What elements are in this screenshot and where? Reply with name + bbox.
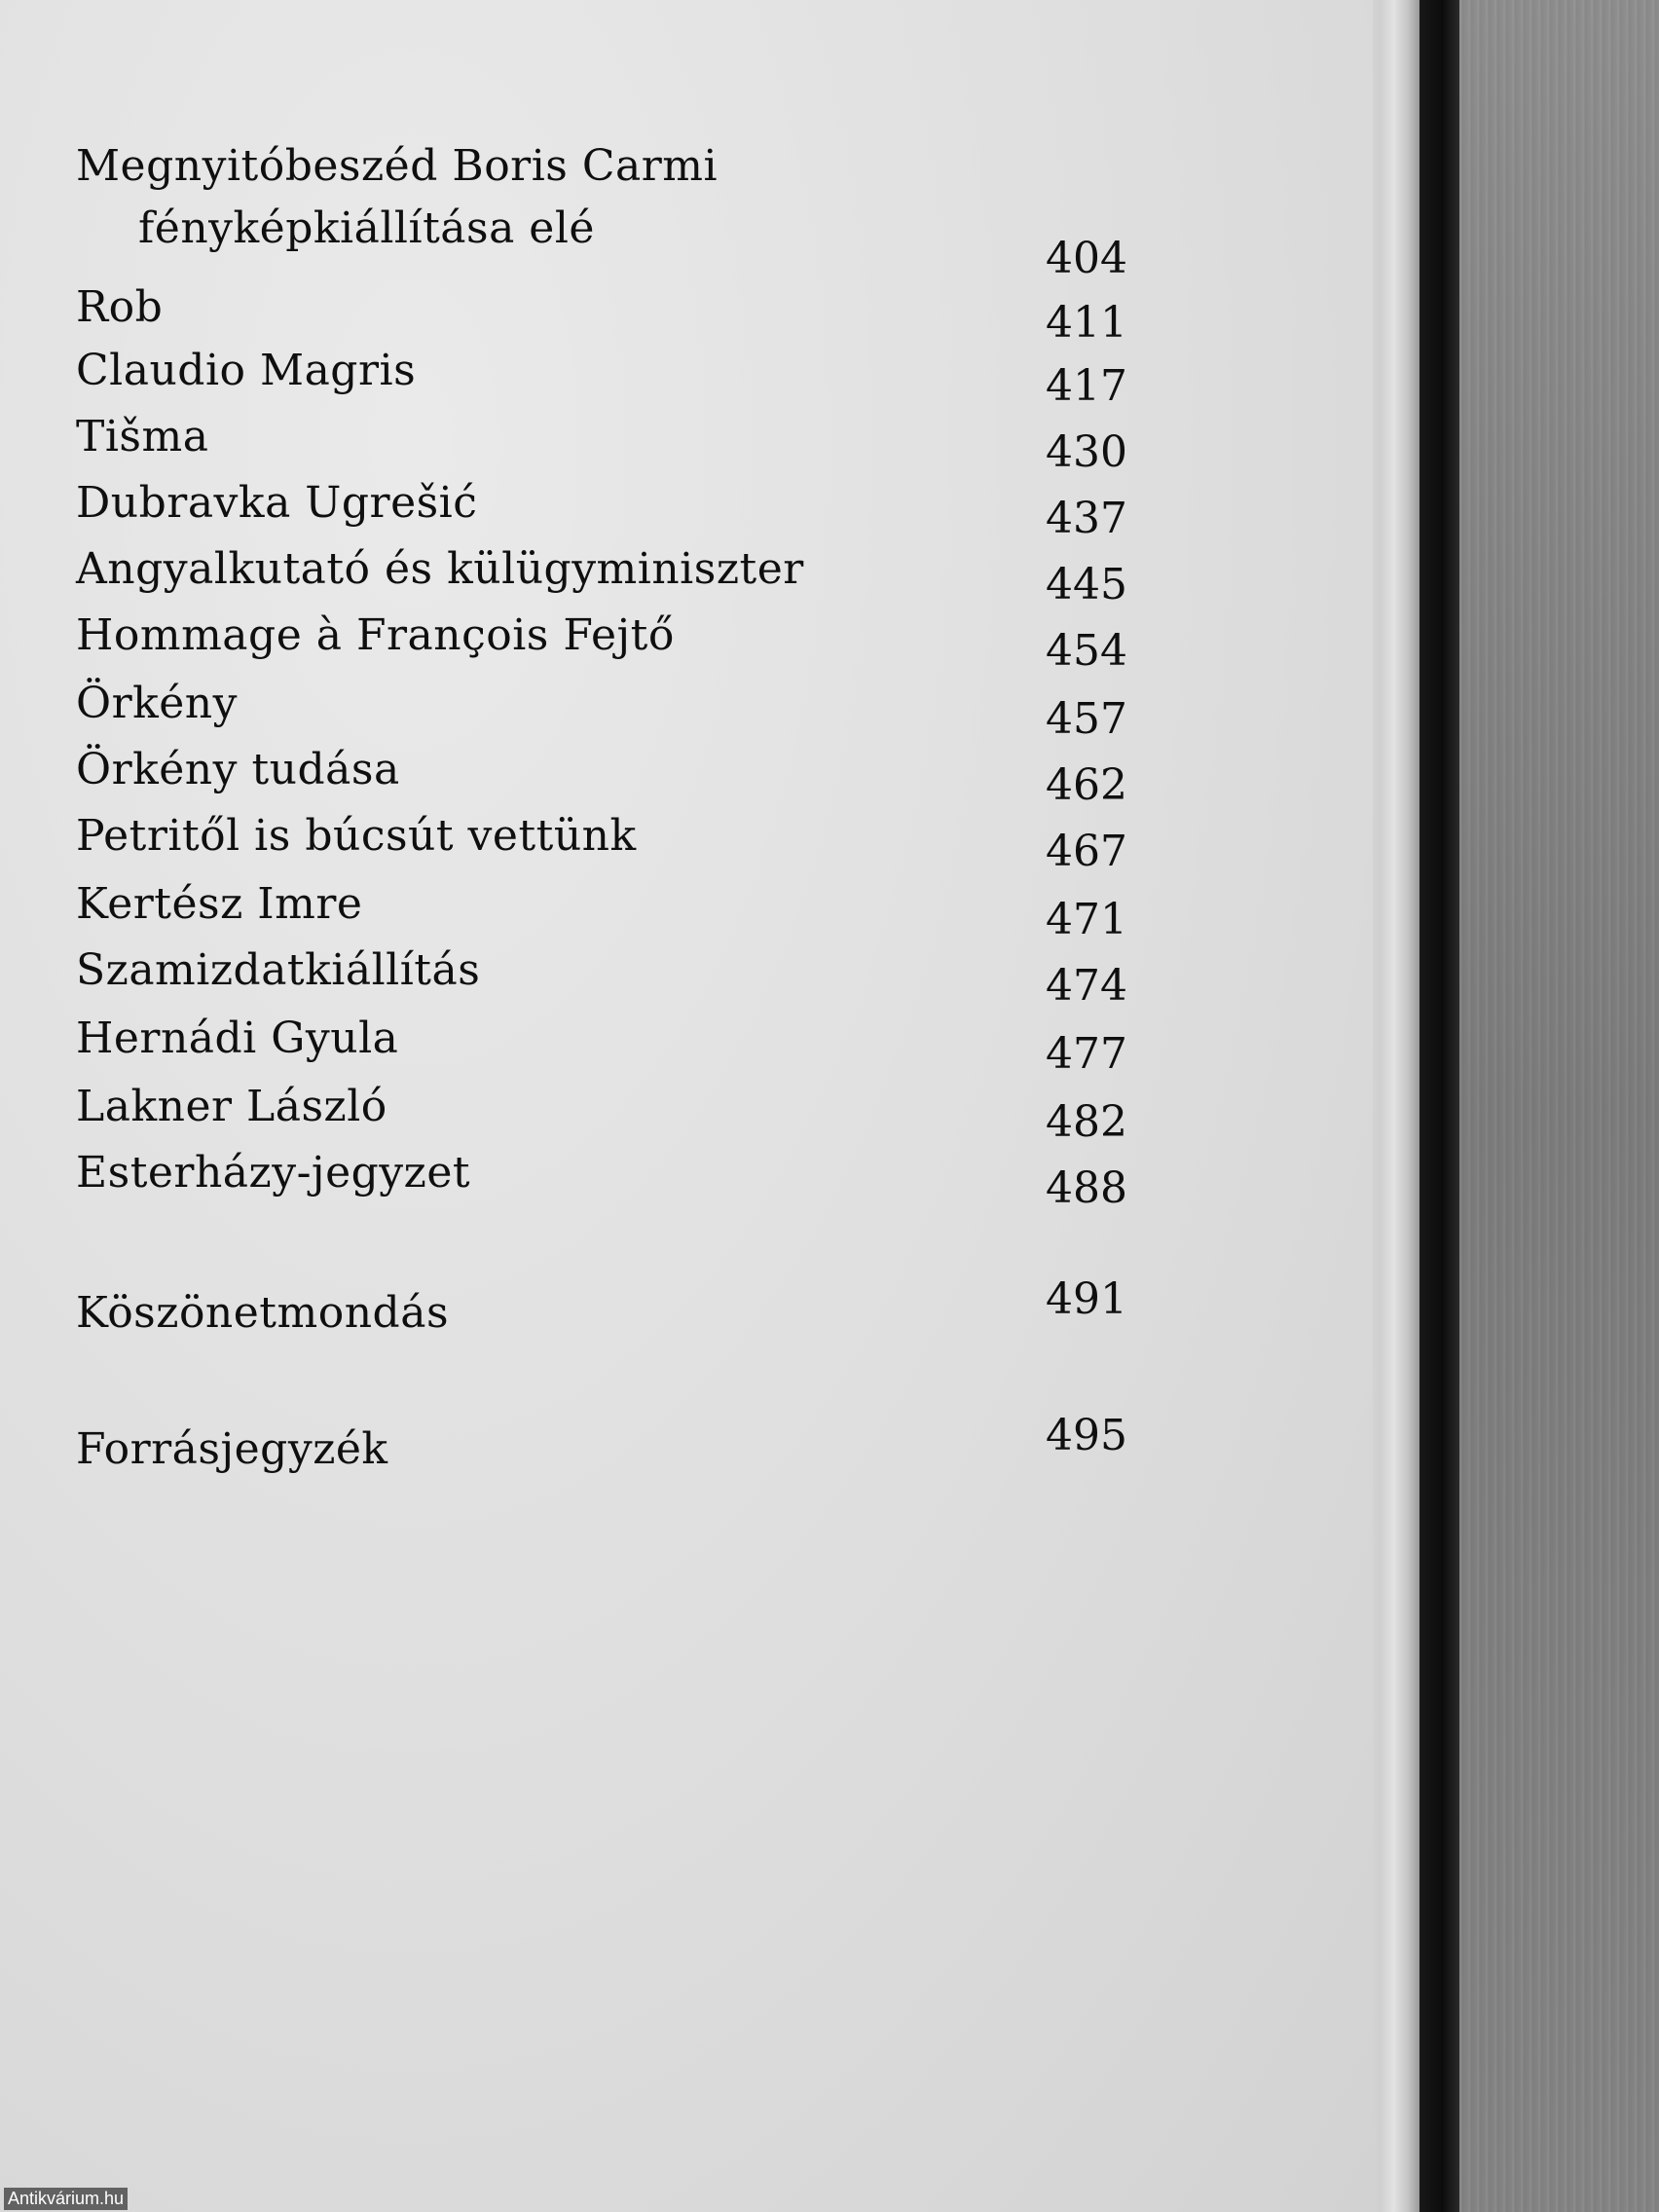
toc-entry-title: Kertész Imre	[76, 879, 363, 929]
toc-entry-title: Forrásjegyzék	[76, 1424, 388, 1474]
toc-entry-page: 437	[1046, 494, 1127, 543]
toc-entry-title: Claudio Magris	[76, 346, 417, 395]
toc-entry-page: 417	[1046, 361, 1127, 411]
toc-entry-title: Megnyitóbeszéd Boris Carmi	[76, 141, 719, 191]
toc-entry-title: Esterházy-jegyzet	[76, 1148, 471, 1198]
toc-entry-page: 430	[1046, 427, 1127, 477]
toc-entry	[76, 745, 1127, 810]
book-cover-edge	[1417, 0, 1459, 2212]
toc-entry-title: Örkény	[76, 679, 239, 728]
toc-entry	[76, 478, 1127, 543]
toc-entry-page: 482	[1046, 1097, 1127, 1147]
toc-entry-title-continued: fényképkiállítása elé	[138, 203, 595, 253]
toc-entry-page: 462	[1046, 760, 1127, 810]
toc-entry-title: Lakner László	[76, 1082, 387, 1131]
toc-entry	[76, 1082, 1127, 1147]
toc-entry-page: 474	[1046, 961, 1127, 1011]
toc-entry-page: 445	[1046, 560, 1127, 609]
toc-entry-title: Rob	[76, 282, 164, 332]
toc-entry-title: Köszönetmondás	[76, 1288, 450, 1338]
watermark-label: Antikvárium.hu	[4, 2188, 128, 2210]
toc-entry	[76, 879, 1127, 944]
toc-entry	[76, 1148, 1127, 1213]
toc-entry-page: 467	[1046, 827, 1127, 876]
toc-entry-page: 454	[1046, 626, 1127, 676]
toc-entry	[76, 1274, 1127, 1346]
toc-entry-page: 491	[1046, 1274, 1127, 1324]
toc-entry	[76, 141, 1127, 283]
toc-entry-title: Szamizdatkiállítás	[76, 945, 481, 995]
toc-entry	[76, 346, 1127, 411]
toc-entry-page: 457	[1046, 694, 1127, 744]
toc-entry	[76, 945, 1127, 1011]
toc-entry-title: Dubravka Ugrešić	[76, 478, 478, 528]
toc-entry	[76, 544, 1127, 609]
toc-entry-title: Angyalkutató és külügyminiszter	[76, 544, 804, 594]
toc-entry-page: 404	[1046, 234, 1127, 283]
toc-entry-title: Örkény tudása	[76, 745, 400, 794]
toc-entry-page: 495	[1046, 1411, 1127, 1460]
toc-entry	[76, 1411, 1127, 1483]
toc-entry	[76, 282, 1127, 348]
toc-entry-page: 477	[1046, 1029, 1127, 1079]
toc-entry	[76, 811, 1127, 876]
toc-entry-page: 411	[1046, 298, 1127, 348]
toc-entry	[76, 412, 1127, 477]
toc-entry	[76, 610, 1127, 676]
toc-entry	[76, 679, 1127, 744]
toc-entry	[76, 1014, 1127, 1079]
toc-entry-title: Tišma	[76, 412, 209, 461]
toc-entry-title: Hommage à François Fejtő	[76, 610, 675, 660]
toc-entry-title: Hernádi Gyula	[76, 1014, 399, 1063]
toc-entry-page: 471	[1046, 895, 1127, 944]
background-surface	[1451, 0, 1659, 2212]
toc-entry-title: Petritől is búcsút vettünk	[76, 811, 637, 861]
toc-entry-page: 488	[1046, 1163, 1127, 1213]
